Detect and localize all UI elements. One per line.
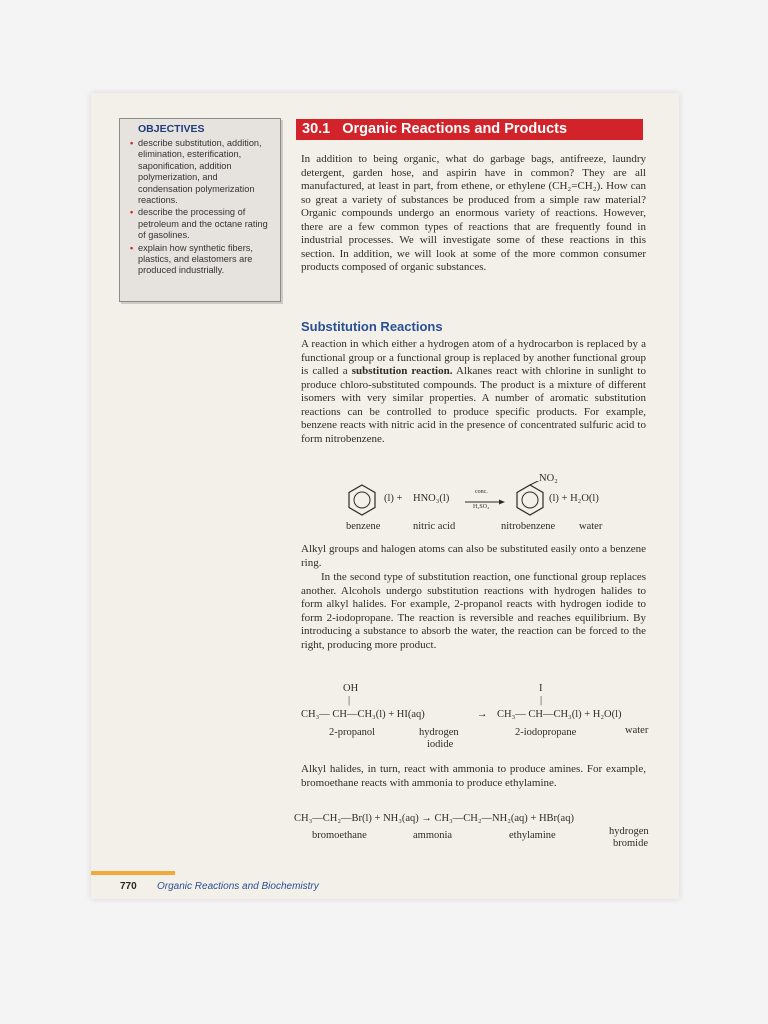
condition-bottom: H₂SO₄ <box>473 504 490 510</box>
label-benzene: benzene <box>346 521 381 532</box>
eq3-formula: CH₃—CH₂—Br(l) + NH₃(aq) → CH₃—CH₂—NH₂(aq) + HBr(aq) <box>294 813 574 824</box>
chapter-title: Organic Reactions and Biochemistry <box>157 881 319 892</box>
label-ammonia: ammonia <box>413 830 453 841</box>
eq2-right: CH₃— CH—CH₃(l) + H₂O(l) <box>497 709 622 720</box>
bullet-icon: • <box>130 207 134 218</box>
label-iodide: iodide <box>427 739 454 750</box>
alkyl-paragraph: Alkyl groups and halogen atoms can also be substituted easily onto a benzene ring. <box>301 543 646 569</box>
nitrobenzene-ring-icon <box>509 481 549 517</box>
bond-line: | <box>540 695 543 706</box>
oh-group: OH <box>343 683 359 694</box>
label-water: water <box>579 521 603 532</box>
nitro-substituent: NO₂ <box>539 473 558 484</box>
amines-paragraph: Alkyl halides, in turn, react with ammonia to produce amines. For example, bromoethane reacts with ammonia to produce ethylamine. <box>301 763 646 789</box>
intro-paragraph: In addition to being organic, what do garbage bags, antifreeze, laundry detergent, garden hose, and aspirin have in common? They are all manufactured, at least in part, from ethene, or ethylene (CH₂=CH₂). How can so great a variety of substances be produced from a simple raw material? Organic compounds undergo an enormous variety of reactions. However, there are a few common types of reactions that are frequently found in industrial processes. We will investigate some of these reactions in this section. In addition, we will look at some of the more common consumer products composed of organic substances. <box>301 153 646 273</box>
section-number: 30.1 <box>302 121 331 137</box>
bond-line: | <box>348 695 351 706</box>
bullet-icon: • <box>130 138 134 148</box>
label-hydrogen-2: hydrogen <box>609 826 649 837</box>
condition-top: conc. <box>475 489 488 495</box>
label-nitrobenzene: nitrobenzene <box>501 521 556 532</box>
product-state: (l) + H₂O(l) <box>549 493 599 504</box>
substitution-paragraph: A reaction in which either a hydrogen atom of a hydrocarbon is replaced by a functional group or a functional group is replaced by another functional group is called a substitution reaction. Alkanes react with chlorine in sunlight to produce chloro-substituted compounds. The product is a mixture of different isomers with very similar properties. A number of aromatic substitution reactions can be controlled to produce specific products. For example, benzene reacts with nitric acid in the presence of concentrated sulfuric acid to form nitrobenzene. <box>301 338 646 445</box>
label-ethylamine: ethylamine <box>509 830 556 841</box>
label-hydrogen: hydrogen <box>419 727 459 738</box>
key-term: substitution reaction. <box>351 365 453 377</box>
textbook-page <box>91 93 679 899</box>
objectives-box <box>119 118 281 302</box>
label-2-propanol: 2-propanol <box>329 727 376 738</box>
label-bromide: bromide <box>613 838 648 849</box>
section-title: Organic Reactions and Products <box>342 121 568 137</box>
bullet-icon: • <box>130 242 134 253</box>
benzene-ring-icon <box>345 483 379 517</box>
objectives-list <box>120 138 280 277</box>
nitric-acid-formula: HNO₃(l) <box>413 493 450 504</box>
footer-accent-bar <box>91 871 175 875</box>
objective-item: • explain how synthetic fibers, plastics, and elastomers are produced industrially. <box>130 242 253 276</box>
second-type-paragraph: In the second type of substitution reaction, one functional group replaces another. Alcohols undergo substitution reactions with hydrogen halides to form alkyl halides. For example, 2-propanol reacts with hydrogen iodide to form 2-iodopropane. The reaction is reversible and reaches equilibrium. By introducing a substance to absorb the water, the reaction can be forced to the right, producing more product. <box>301 571 646 651</box>
i-group: I <box>539 683 543 694</box>
section-title-banner <box>296 119 643 140</box>
eq2-left: CH₃— CH—CH₃(l) + HI(aq) <box>301 709 425 720</box>
page-number: 770 <box>120 881 137 892</box>
benzene-state: (l) + <box>384 493 403 504</box>
objective-item: • describe the processing of petroleum and the octane rating of gasolines. <box>130 207 268 241</box>
objectives-title: OBJECTIVES <box>138 123 205 135</box>
subsection-heading: Substitution Reactions <box>301 319 443 334</box>
label-water-2: water <box>625 725 649 736</box>
objective-item: • describe substitution, addition, elimination, esterification, saponification, addition polymerization, and condensation polymerization reactions. <box>130 138 262 206</box>
eq2-arrow: → <box>477 709 488 720</box>
label-nitric-acid: nitric acid <box>413 521 456 532</box>
label-2-iodopropane: 2-iodopropane <box>515 727 577 738</box>
label-bromoethane: bromoethane <box>312 830 367 841</box>
